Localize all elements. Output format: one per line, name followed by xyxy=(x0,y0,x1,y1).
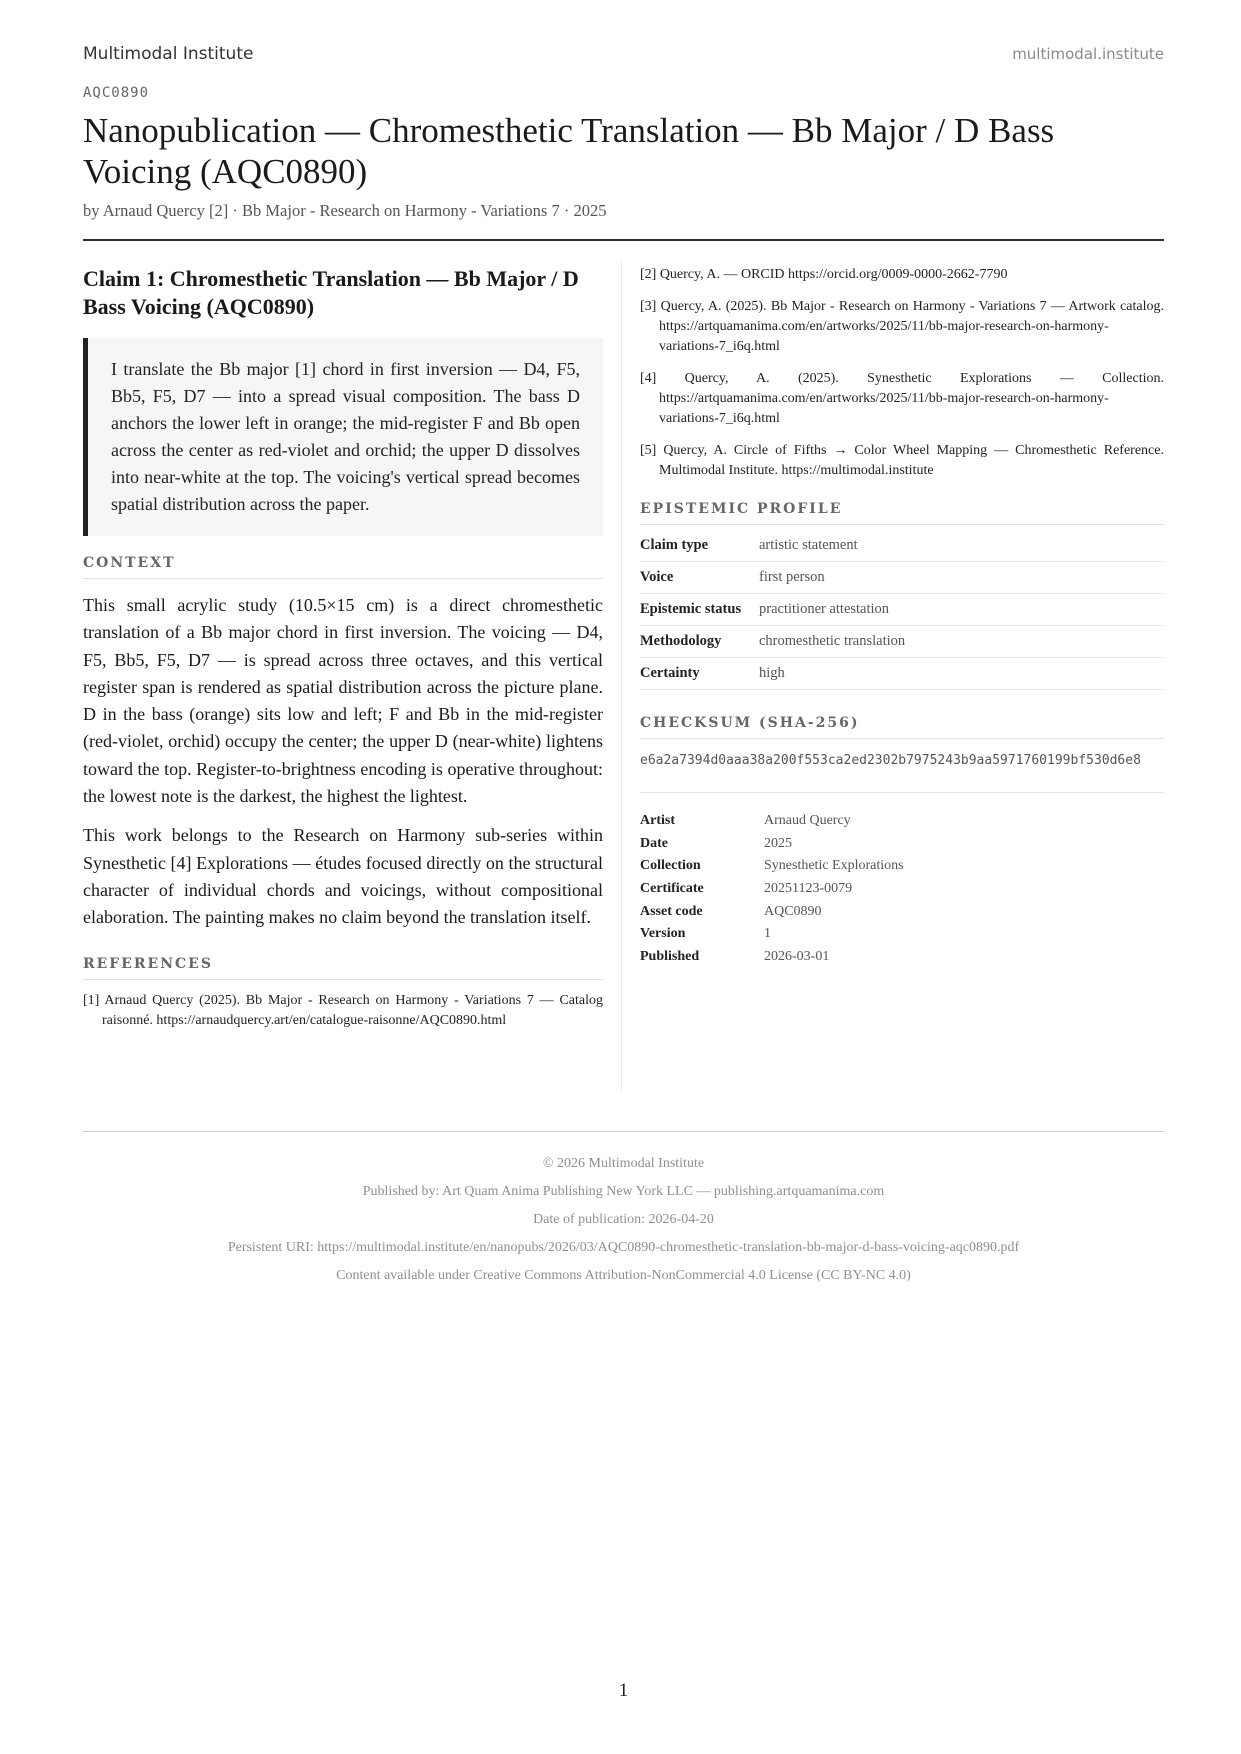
meta-key: Artist xyxy=(640,813,675,829)
epistemic-row xyxy=(640,530,1164,562)
header-divider xyxy=(83,239,1164,241)
row-value: first person xyxy=(759,569,825,585)
right-column xyxy=(640,265,1164,968)
metadata-row xyxy=(640,878,1164,901)
meta-key: Published xyxy=(640,948,700,964)
footer-date: Date of publication: 2026-04-20 xyxy=(533,1212,714,1227)
column-divider xyxy=(621,262,622,1090)
footer-uri[interactable]: Persistent URI: https://multimodal.institute/en/nanopubs/2026/03/AQC0890-chromesthetic-translation-bb-major-d-bass-voicing-aqc0890.pdf xyxy=(227,1240,1020,1255)
epistemic-row xyxy=(640,658,1164,690)
epistemic-row xyxy=(640,594,1164,626)
meta-value: 2026-03-01 xyxy=(764,948,830,964)
left-column xyxy=(83,265,603,1031)
checksum-label: CHECKSUM (SHA-256) xyxy=(640,715,1164,739)
top-bar xyxy=(83,44,1164,64)
row-key: Epistemic status xyxy=(640,601,742,617)
footer-publisher: Published by: Art Quam Anima Publishing New York LLC — publishing.artquamanima.com xyxy=(362,1184,885,1199)
metadata-row xyxy=(640,923,1164,946)
reference-item[interactable]: [1] Arnaud Quercy (2025). Bb Major - Research on Harmony - Variations 7 — Catalog raisonné. https://arnaudquercy.art/en/catalogue-raisonne/AQC0890.html xyxy=(83,992,603,1028)
footer-license: Content available under Creative Commons Attribution-NonCommercial 4.0 License (CC BY-NC 4.0) xyxy=(336,1268,911,1283)
meta-key: Collection xyxy=(640,858,701,874)
row-value: chromesthetic translation xyxy=(759,633,906,649)
page-title: Nanopublication — Chromesthetic Translation — Bb Major / D Bass Voicing (AQC0890) xyxy=(83,111,1055,191)
epistemic-row xyxy=(640,562,1164,594)
meta-value: 2025 xyxy=(764,835,792,851)
metadata-row xyxy=(640,900,1164,923)
meta-value: Synesthetic Explorations xyxy=(764,858,904,874)
metadata-row xyxy=(640,946,1164,969)
metadata-row xyxy=(640,833,1164,856)
row-key: Certainty xyxy=(640,665,700,681)
context-paragraph: This work belongs to the Research on Harmony sub-series within Synesthetic [4] Explorations — études focused directly on the structural character of individual chords and voicings, without compositional elaboration. The painting makes no claim beyond the translation itself. xyxy=(83,825,603,928)
row-key: Voice xyxy=(640,569,674,585)
meta-key: Asset code xyxy=(640,903,703,919)
reference-item[interactable]: [4] Quercy, A. (2025). Synesthetic Explorations — Collection. https://artquamanima.com/en/artworks/2025/11/bb-major-research-on-harmony-variations-7_i6q.html xyxy=(640,371,1164,426)
meta-value: Arnaud Quercy xyxy=(764,813,851,829)
reference-item[interactable]: [2] Quercy, A. — ORCID https://orcid.org/0009-0000-2662-7790 xyxy=(640,267,1008,282)
row-key: Methodology xyxy=(640,633,722,649)
epistemic-row xyxy=(640,626,1164,658)
context-paragraph: This small acrylic study (10.5×15 cm) is a direct chromesthetic translation of a Bb major chord in first inversion. The voicing — D4, F5, Bb5, F5, D7 — is spread across three octaves, and this vertical register span is rendered as spatial distribution across the picture plane. D in the bass (orange) sits low and left; F and Bb in the mid-register (red-violet, orchid) occupy the center; the upper D (near-white) lightens toward the top. Register-to-brightness encoding is operative throughout: the lowest note is the darkest, the highest the lightest. xyxy=(83,595,603,807)
footer-copyright: © 2026 Multimodal Institute xyxy=(542,1156,705,1171)
row-value: practitioner attestation xyxy=(759,601,890,617)
row-value: artistic statement xyxy=(759,537,858,553)
meta-value: 1 xyxy=(764,926,771,942)
footer xyxy=(83,1150,1164,1290)
epistemic-label: EPISTEMIC PROFILE xyxy=(640,501,1164,525)
meta-key: Date xyxy=(640,835,668,851)
footer-divider xyxy=(83,1131,1164,1132)
claim-quote: I translate the Bb major [1] chord in first inversion — D4, F5, Bb5, F5, D7 — into a spread visual composition. The bass D anchors the lower left in orange; the mid-register F and Bb open across the center as red-violet and orchid; the upper D dissolves into near-white at the top. The voicing's vertical spread becomes spatial distribution across the paper. xyxy=(83,338,603,536)
references-label: REFERENCES xyxy=(83,956,603,980)
metadata-row xyxy=(640,855,1164,878)
asset-code: AQC0890 xyxy=(83,85,150,101)
meta-key: Certificate xyxy=(640,881,704,897)
institute-brand: Multimodal Institute xyxy=(83,44,254,64)
checksum-value: e6a2a7394d0aaa38a200f553ca2ed2302b7975243b9aa5971760199bf530d6e8 xyxy=(640,751,1164,793)
context-label: CONTEXT xyxy=(83,555,603,579)
metadata-row xyxy=(640,810,1164,833)
metadata-table xyxy=(640,810,1164,968)
reference-item[interactable]: [3] Quercy, A. (2025). Bb Major - Research on Harmony - Variations 7 — Artwork catalog. https://artquamanima.com/en/artworks/2025/11/bb-major-research-on-harmony-variations-7_i6q.html xyxy=(640,299,1164,354)
meta-value: AQC0890 xyxy=(764,903,822,919)
row-value: high xyxy=(759,665,785,681)
byline: by Arnaud Quercy [2] · Bb Major - Research on Harmony - Variations 7 · 2025 xyxy=(83,201,607,220)
page-number: 1 xyxy=(618,1680,629,1701)
claim-title: Claim 1: Chromesthetic Translation — Bb Major / D Bass Voicing (AQC0890) xyxy=(83,266,579,319)
reference-item[interactable]: [5] Quercy, A. Circle of Fifths → Color Wheel Mapping — Chromesthetic Reference. Multimodal Institute. https://multimodal.institute xyxy=(640,443,1164,478)
meta-key: Version xyxy=(640,926,686,942)
site-link[interactable]: multimodal.institute xyxy=(1012,45,1164,63)
row-key: Claim type xyxy=(640,537,709,553)
meta-value: 20251123-0079 xyxy=(764,881,853,897)
epistemic-table xyxy=(640,530,1164,690)
